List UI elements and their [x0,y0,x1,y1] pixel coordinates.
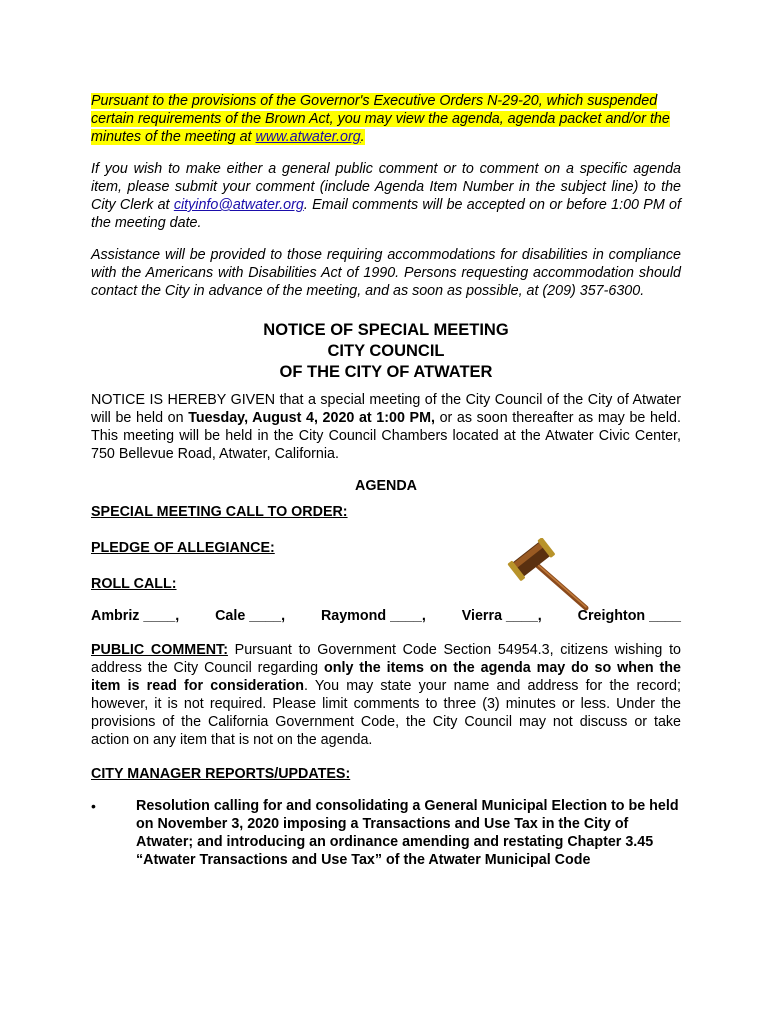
roll-call-member: Vierra ____, [461,608,542,624]
page-title [91,320,681,383]
agenda-item-text: Resolution calling for and consolidating a General Municipal Election to be held on November 3, 2020 imposing a Transactions and Use Tax in the City of Atwater; and introducing an ordinance amending and restating Chapter 3.45 “Atwater Transactions and Use Tax” of the Atwater Municipal Code [136,798,679,868]
call-to-order-heading: SPECIAL MEETING CALL TO ORDER: [91,504,348,520]
roll-call-member: Ambriz ____, [91,608,180,624]
highlight-span: Pursuant to the provisions of the Governor's Executive Orders N-29-20, which suspended certain requirements of the Brown Act, you may view the agenda, agenda packet and/or the minutes of the meeting at www.atwater.org. [91,93,670,145]
meeting-notice: NOTICE IS HEREBY GIVEN that a special meeting of the City Council of the City of Atwater will be held on Tuesday, August 4, 2020 at 1:00 PM, or as soon thereafter as may be held. This meeting will be held in the City Council Chambers located at the Atwater Civic Center, 750 Bellevue Road, Atwater, California. [91,392,681,462]
atwater-website-link[interactable]: www.atwater.org [255,129,361,145]
agenda-heading: AGENDA [355,478,417,494]
list-item [91,797,681,869]
public-comment-label: PUBLIC COMMENT: [91,642,228,658]
gavel-icon [500,538,596,618]
roll-call-member: Cale ____, [215,608,286,624]
title-line-2: CITY COUNCIL [327,342,445,360]
roll-call-heading: ROLL CALL: [91,576,177,592]
pledge-heading: PLEDGE OF ALLEGIANCE: [91,540,275,556]
public-comment-instructions: If you wish to make either a general public comment or to comment on a specific agenda item, please submit your comment (include Agenda Item Number in the subject line) to the City Clerk at cityinfo@atwater.org. Email comments will be accepted on or before 1:00 PM of the meeting date. [91,161,681,231]
title-line-1: NOTICE OF SPECIAL MEETING [263,321,509,339]
roll-call-member: Creighton ____ [577,608,681,624]
meeting-date: Tuesday, August 4, 2020 at 1:00 PM, [188,410,435,426]
brown-act-notice [91,92,681,146]
city-manager-heading: CITY MANAGER REPORTS/UPDATES: [91,766,351,782]
clerk-email-link[interactable]: cityinfo@atwater.org [173,197,304,213]
bullet-icon: • [91,798,96,814]
public-comment-bold: only the items on the agenda may do so when the item is read for consideration [91,660,681,694]
document-page [91,92,681,869]
public-comment-paragraph: PUBLIC COMMENT: Pursuant to Government Code Section 54954.3, citizens wishing to address the City Council regarding only the items on the agenda may do so when the item is read for consideration. You may state your name and address for the record; however, it is not required. Please limit comments to three (3) minutes or less. Under the provisions of the California Government Code, the City Council may not discuss or take action on any item that is not on the agenda. [91,642,681,748]
roll-call-member: Raymond ____, [320,608,426,624]
ada-notice: Assistance will be provided to those requiring accommodations for disabilities in compliance with the Americans with Disabilities Act of 1990. Persons requesting accommodation should contact the City in advance of the meeting, and as soon as possible, at (209) 357-6300. [91,247,681,299]
title-line-3: OF THE CITY OF ATWATER [279,363,493,381]
